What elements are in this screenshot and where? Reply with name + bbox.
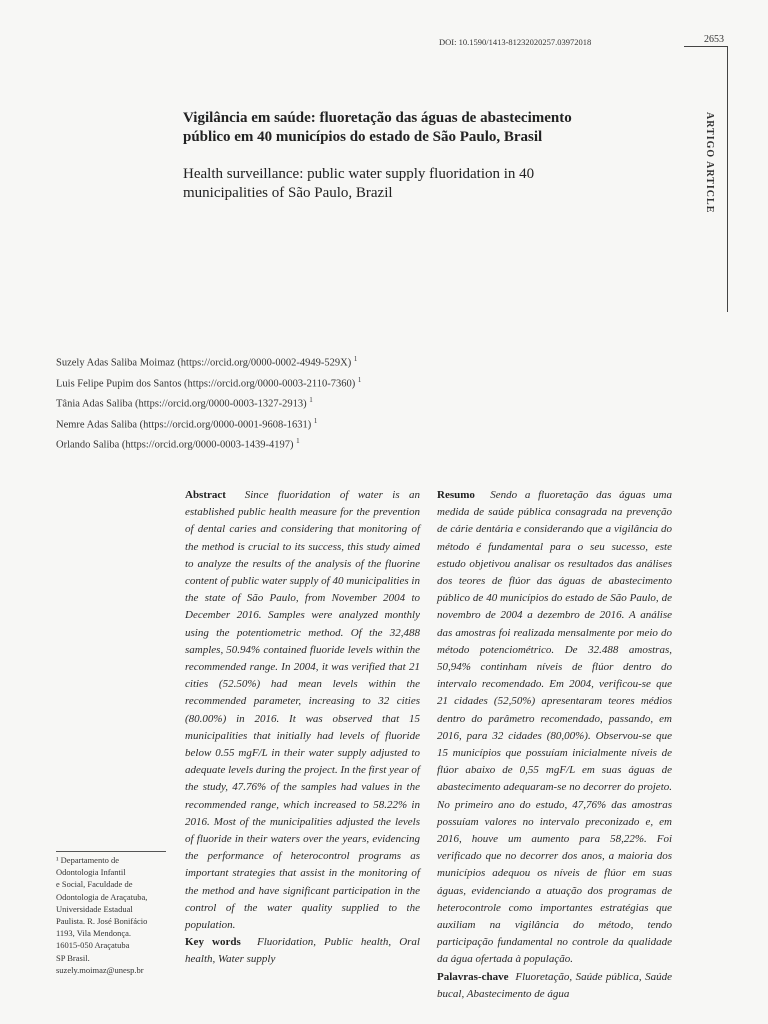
palavras-chave-label: Palavras-chave: [437, 970, 509, 983]
affiliation-email[interactable]: suzely.moimaz@unesp.br: [56, 964, 144, 975]
keywords-line: [185, 934, 420, 968]
resumo-paragraph: [437, 487, 672, 969]
author-item: [56, 433, 361, 454]
abstract-label: Abstract: [185, 489, 226, 501]
title-portuguese: Vigilância em saúde: fluoretação das águas de abastecimento público em 40 municípios do estado de São Paulo, Brasil: [183, 110, 572, 145]
author-affil: 1: [353, 355, 358, 363]
affiliation-line: 1193, Vila Mendonça.: [56, 928, 132, 939]
header-rule: [684, 46, 728, 47]
keywords-text: Fluoridation, Public health, Oral health, Water supply: [185, 936, 420, 966]
affiliation-rule: [56, 851, 166, 852]
author-item: [56, 372, 361, 393]
author-affil: 1: [296, 437, 300, 445]
affiliation-line: Paulista. R. José Bonifácio: [56, 916, 148, 927]
author-name: Tânia Adas Saliba (https://orcid.org/0000-0003-1327-2913): [56, 398, 307, 410]
affiliation-line: 16015-050 Araçatuba: [56, 940, 130, 951]
page-number: 2653: [704, 34, 724, 45]
abstract-english: [185, 487, 420, 969]
affiliation-line: Universidade Estadual: [56, 903, 133, 914]
doi-text: DOI: 10.1590/1413-81232020257.03972018: [439, 37, 592, 47]
author-affil: 1: [357, 375, 362, 384]
author-item: [56, 413, 361, 434]
author-name: Luis Felipe Pupim dos Santos (https://orcid.org/0000-0003-2110-7360): [56, 378, 356, 389]
palavras-chave-text: Fluoretação, Saúde pública, Saúde bucal, Abastecimento de água: [437, 970, 673, 1000]
keywords-label: Key words: [185, 936, 241, 949]
side-rule: [727, 46, 728, 312]
author-name: Orlando Saliba (https://orcid.org/0000-0003-1439-4197): [56, 439, 294, 451]
author-item: [56, 392, 361, 413]
author-affil: 1: [313, 416, 318, 425]
title-english: Health surveillance: public water supply fluoridation in 40 municipalities of São Paulo, Brazil: [183, 166, 535, 201]
abstract-paragraph: [185, 487, 420, 934]
author-affil: 1: [309, 396, 313, 404]
author-name: Nemre Adas Saliba (https://orcid.org/0000-0001-9608-1631): [56, 419, 312, 430]
resumo-label: Resumo: [437, 489, 475, 501]
section-label: ARTIGO ARTICLE: [704, 112, 715, 214]
affiliation-line: SP Brasil.: [56, 952, 90, 963]
abstract-text: Since fluoridation of water is an established public health measure for the prevention of dental caries and considering that monitoring of the method is crucial to its success, this study aimed to analyze the results of the analysis of the fluorine content of public water supply of 40 municipalities in the state of São Paulo, from November 2004 to December 2016. Samples were analyzed monthly using the potentiometric method. Of the 32,488 samples, 50.94% contained fluoride levels within the recommended range. In 2004, it was verified that 21 cities (52.50%) had mean levels within the recommended parameter, increasing to 32 cities (80.00%) in 2016. It was observed that 15 municipalities that initially had levels of fluoride below 0.55 mgF/L in their water supply adjusted to adequate levels during the project. In the first year of the study, 47.76% of the samples had values in the recommended range, which increased to 58.22% in 2016. Most of the municipalities adjusted the levels of fluoride in their waters over the years, evidencing the performance of heterocontrol programs as important strategies that assist in the monitoring of the method and have significant participation in the control of the water quality supplied to the population.: [185, 489, 420, 932]
palavras-chave-line: [437, 969, 672, 1003]
resumo-text: Sendo a fluoretação das águas uma medida de saúde pública consagrada na prevenção de cárie dentária e considerando que a vigilância do método é fundamental para o seu sucesso, este estudo objetivou analisar os resultados das análises dos teores de flúor das águas de abastecimento público de 40 municípios do estado de São Paulo, de novembro de 2004 a dezembro de 2016. A análise das amostras foi realizada mensalmente por meio do método potenciométrico. De 32.488 amostras, 50,94% continham níveis de flúor dentro do intervalo recomendado. Em 2004, verificou-se que 21 cidades (52,50%) apresentaram teores médios dentro do parâmetro recomendado, passando, em 2016, para 32 cidades (80,00%). Observou-se que 15 municípios que possuíam inicialmente níveis de flúor abaixo de 0,55 mgF/L em suas águas de abastecimento adequaram-se no decorrer do projeto. No primeiro ano do estudo, 47,76% das amostras possuíam valores no intervalo preconizado e, em 2016, houve um aumento para 58,22%. Foi verificado que no decorrer dos anos, a maioria dos municípios adequou os níveis de flúor em suas águas, evidenciando a atuação dos programas de heterocontrole como importantes estratégias que auxiliam na vigilância do método, tendo participação fundamental no controle da qualidade da água ofertada à população.: [437, 489, 672, 966]
affiliation-line: e Social, Faculdade de: [56, 879, 133, 890]
affiliation-line: Odontologia Infantil: [56, 867, 126, 878]
author-name: Suzely Adas Saliba Moimaz (https://orcid.org/0000-0002-4949-529X): [56, 357, 352, 369]
author-item: [56, 351, 361, 372]
affiliation-line: ¹ Departamento de: [56, 855, 119, 865]
affiliation-note: [56, 854, 176, 976]
abstract-portuguese: [437, 487, 672, 1003]
affiliation-line: Odontologia de Araçatuba,: [56, 891, 148, 902]
author-list: [56, 351, 361, 454]
